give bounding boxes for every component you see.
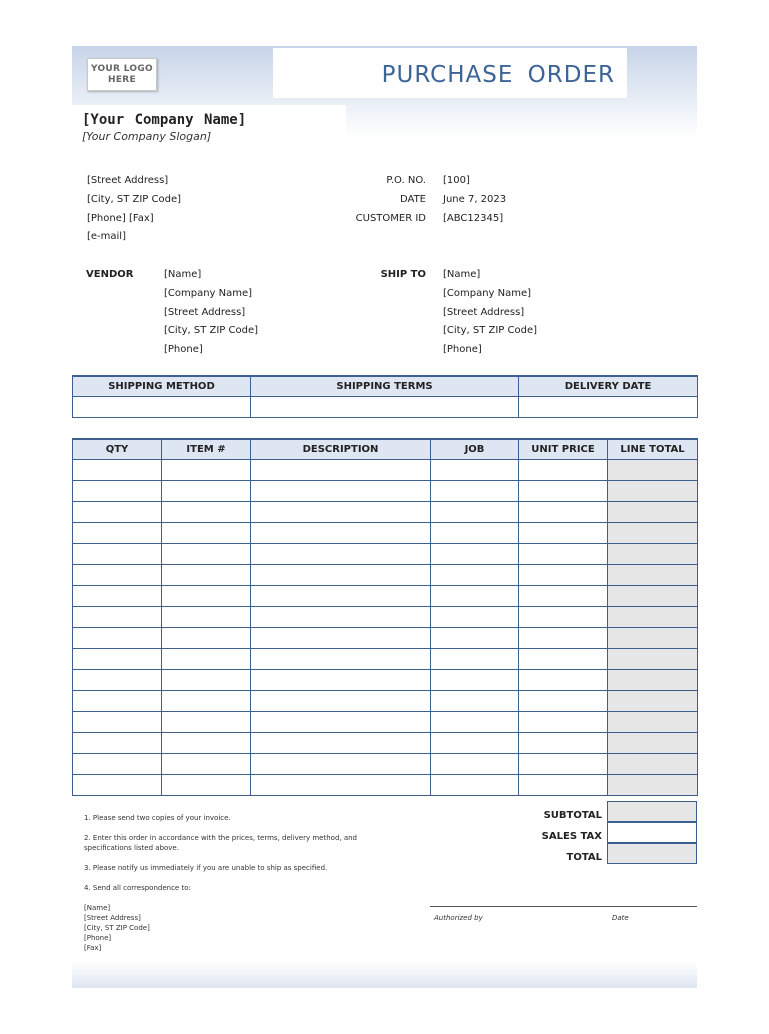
job-cell[interactable] — [431, 753, 519, 774]
table-row — [73, 564, 698, 585]
po-number-label: P.O. NO. — [386, 175, 426, 186]
vendor-city: [City, ST ZIP Code] — [164, 325, 259, 336]
table-row — [73, 585, 698, 606]
line-total-cell — [608, 480, 698, 501]
shipping-row — [73, 396, 698, 417]
item-number-cell[interactable] — [162, 606, 251, 627]
item-number-cell[interactable] — [162, 543, 251, 564]
table-row — [73, 459, 698, 480]
table-row — [73, 522, 698, 543]
ship-to-label: SHIP TO — [380, 269, 426, 280]
qty-cell[interactable] — [73, 501, 162, 522]
sales-tax-cell[interactable] — [607, 822, 697, 843]
description-header: DESCRIPTION — [251, 439, 431, 459]
line-total-cell — [608, 753, 698, 774]
company-name: [Your Company Name] — [82, 112, 247, 128]
unit-price-cell[interactable] — [519, 606, 608, 627]
unit-price-cell[interactable] — [519, 459, 608, 480]
po-number-value: [100] — [443, 175, 470, 186]
subtotal-label: SUBTOTAL — [543, 810, 602, 821]
table-row — [73, 480, 698, 501]
vendor-company: [Company Name] — [164, 288, 253, 299]
job-cell[interactable] — [431, 564, 519, 585]
unit-price-cell[interactable] — [519, 648, 608, 669]
unit-price-cell[interactable] — [519, 564, 608, 585]
shipping-table — [72, 375, 698, 418]
table-row — [73, 669, 698, 690]
job-cell[interactable] — [431, 543, 519, 564]
description-cell[interactable] — [251, 606, 431, 627]
line-total-cell — [608, 648, 698, 669]
contact-name: [Name] — [84, 904, 111, 912]
description-cell[interactable] — [251, 459, 431, 480]
unit-price-cell[interactable] — [519, 522, 608, 543]
signature-date-label: Date — [612, 914, 629, 922]
contact-phone: [Phone] — [84, 934, 112, 942]
qty-cell[interactable] — [73, 690, 162, 711]
shipping-header-row — [73, 376, 698, 396]
job-cell[interactable] — [431, 459, 519, 480]
items-body — [73, 459, 698, 795]
table-row — [73, 543, 698, 564]
item-number-cell[interactable] — [162, 522, 251, 543]
description-cell[interactable] — [251, 522, 431, 543]
line-total-cell — [608, 501, 698, 522]
description-cell[interactable] — [251, 480, 431, 501]
job-cell[interactable] — [431, 501, 519, 522]
unit-price-cell[interactable] — [519, 732, 608, 753]
shipping-terms-header: SHIPPING TERMS — [251, 376, 519, 396]
item-number-cell[interactable] — [162, 690, 251, 711]
qty-cell[interactable] — [73, 627, 162, 648]
item-number-cell[interactable] — [162, 480, 251, 501]
ship-to-city: [City, ST ZIP Code] — [443, 325, 538, 336]
job-cell[interactable] — [431, 585, 519, 606]
job-cell[interactable] — [431, 774, 519, 795]
table-row — [73, 627, 698, 648]
line-total-cell — [608, 669, 698, 690]
unit-price-cell[interactable] — [519, 753, 608, 774]
table-row — [73, 690, 698, 711]
table-row — [73, 732, 698, 753]
job-cell[interactable] — [431, 522, 519, 543]
shipping-method-cell[interactable] — [73, 396, 251, 417]
unit-price-cell[interactable] — [519, 711, 608, 732]
job-cell[interactable] — [431, 627, 519, 648]
unit-price-cell[interactable] — [519, 480, 608, 501]
delivery-date-header: DELIVERY DATE — [519, 376, 698, 396]
logo-text-line2: HERE — [108, 74, 136, 85]
qty-cell[interactable] — [73, 669, 162, 690]
contact-city: [City, ST ZIP Code] — [84, 924, 150, 932]
signature-line — [430, 906, 697, 907]
line-total-cell — [608, 522, 698, 543]
description-cell[interactable] — [251, 627, 431, 648]
ship-to-street: [Street Address] — [443, 307, 525, 318]
job-cell[interactable] — [431, 480, 519, 501]
description-cell[interactable] — [251, 543, 431, 564]
unit-price-header: UNIT PRICE — [519, 439, 608, 459]
note-3: 3. Please notify us immediately if you are unable to ship as specified. — [84, 864, 328, 872]
note-2a: 2. Enter this order in accordance with the prices, terms, delivery method, and — [84, 834, 358, 842]
item-number-cell[interactable] — [162, 669, 251, 690]
unit-price-cell[interactable] — [519, 585, 608, 606]
logo-text-line1: YOUR LOGO — [90, 63, 154, 74]
line-total-cell — [608, 690, 698, 711]
item-number-cell[interactable] — [162, 774, 251, 795]
qty-cell[interactable] — [73, 774, 162, 795]
qty-cell[interactable] — [73, 753, 162, 774]
unit-price-cell[interactable] — [519, 669, 608, 690]
item-number-cell[interactable] — [162, 501, 251, 522]
table-row — [73, 606, 698, 627]
qty-cell[interactable] — [73, 648, 162, 669]
delivery-date-cell[interactable] — [519, 396, 698, 417]
sales-tax-label: SALES TAX — [541, 831, 602, 842]
vendor-label: VENDOR — [86, 269, 134, 280]
job-cell[interactable] — [431, 606, 519, 627]
description-cell[interactable] — [251, 564, 431, 585]
items-header-row — [73, 439, 698, 459]
job-cell[interactable] — [431, 711, 519, 732]
line-total-cell — [608, 732, 698, 753]
line-total-cell — [608, 459, 698, 480]
line-total-cell — [608, 711, 698, 732]
unit-price-cell[interactable] — [519, 690, 608, 711]
description-cell[interactable] — [251, 669, 431, 690]
description-cell[interactable] — [251, 732, 431, 753]
customer-id-value: [ABC12345] — [443, 213, 504, 224]
item-number-cell[interactable] — [162, 753, 251, 774]
table-row — [73, 753, 698, 774]
description-cell[interactable] — [251, 774, 431, 795]
job-cell[interactable] — [431, 732, 519, 753]
vendor-street: [Street Address] — [164, 307, 246, 318]
qty-cell[interactable] — [73, 480, 162, 501]
line-total-cell — [608, 543, 698, 564]
company-phone-fax: [Phone] [Fax] — [87, 213, 154, 224]
description-cell[interactable] — [251, 648, 431, 669]
subtotal-cell — [607, 801, 697, 822]
description-cell[interactable] — [251, 753, 431, 774]
line-total-cell — [608, 585, 698, 606]
job-cell[interactable] — [431, 690, 519, 711]
date-label: DATE — [399, 194, 426, 205]
job-header: JOB — [431, 439, 519, 459]
contact-fax: [Fax] — [84, 944, 102, 952]
item-number-cell[interactable] — [162, 585, 251, 606]
qty-cell[interactable] — [73, 564, 162, 585]
company-city: [City, ST ZIP Code] — [87, 194, 182, 205]
line-total-header: LINE TOTAL — [608, 439, 698, 459]
ship-to-company: [Company Name] — [443, 288, 532, 299]
qty-cell[interactable] — [73, 585, 162, 606]
qty-cell[interactable] — [73, 522, 162, 543]
date-value: June 7, 2023 — [443, 194, 507, 205]
authorized-by-label: Authorized by — [434, 914, 483, 922]
item-number-cell[interactable] — [162, 711, 251, 732]
item-number-header: ITEM # — [162, 439, 251, 459]
unit-price-cell[interactable] — [519, 774, 608, 795]
ship-to-phone: [Phone] — [443, 344, 482, 355]
item-number-cell[interactable] — [162, 732, 251, 753]
description-cell[interactable] — [251, 711, 431, 732]
table-row — [73, 774, 698, 795]
description-cell[interactable] — [251, 690, 431, 711]
line-total-cell — [608, 774, 698, 795]
ship-to-name: [Name] — [443, 269, 481, 280]
note-2b: specifications listed above. — [84, 844, 179, 852]
item-number-cell[interactable] — [162, 648, 251, 669]
items-table — [72, 438, 698, 796]
description-cell[interactable] — [251, 501, 431, 522]
line-total-cell — [608, 627, 698, 648]
footer-band — [72, 962, 697, 988]
customer-id-label: CUSTOMER ID — [355, 213, 426, 224]
total-label: TOTAL — [566, 852, 602, 863]
qty-cell[interactable] — [73, 732, 162, 753]
shipping-terms-cell[interactable] — [251, 396, 519, 417]
shipping-method-header: SHIPPING METHOD — [73, 376, 251, 396]
total-cell — [607, 843, 697, 864]
item-number-cell[interactable] — [162, 459, 251, 480]
title-box — [273, 48, 627, 98]
qty-cell[interactable] — [73, 606, 162, 627]
note-4: 4. Send all correspondence to: — [84, 884, 191, 892]
note-1: 1. Please send two copies of your invoice. — [84, 814, 231, 822]
item-number-cell[interactable] — [162, 627, 251, 648]
table-row — [73, 501, 698, 522]
table-row — [73, 648, 698, 669]
vendor-phone: [Phone] — [164, 344, 203, 355]
document-title: PURCHASE ORDER — [381, 62, 615, 88]
qty-cell[interactable] — [73, 711, 162, 732]
line-total-cell — [608, 564, 698, 585]
job-cell[interactable] — [431, 669, 519, 690]
qty-cell[interactable] — [73, 459, 162, 480]
description-cell[interactable] — [251, 585, 431, 606]
table-row — [73, 711, 698, 732]
qty-cell[interactable] — [73, 543, 162, 564]
company-email: [e-mail] — [87, 231, 126, 242]
unit-price-cell[interactable] — [519, 501, 608, 522]
company-street: [Street Address] — [87, 175, 169, 186]
job-cell[interactable] — [431, 648, 519, 669]
vendor-name: [Name] — [164, 269, 202, 280]
unit-price-cell[interactable] — [519, 543, 608, 564]
contact-street: [Street Address] — [84, 914, 141, 922]
company-slogan: [Your Company Slogan] — [82, 130, 212, 143]
logo-placeholder — [87, 58, 157, 91]
item-number-cell[interactable] — [162, 564, 251, 585]
unit-price-cell[interactable] — [519, 627, 608, 648]
line-total-cell — [608, 606, 698, 627]
qty-header: QTY — [73, 439, 162, 459]
